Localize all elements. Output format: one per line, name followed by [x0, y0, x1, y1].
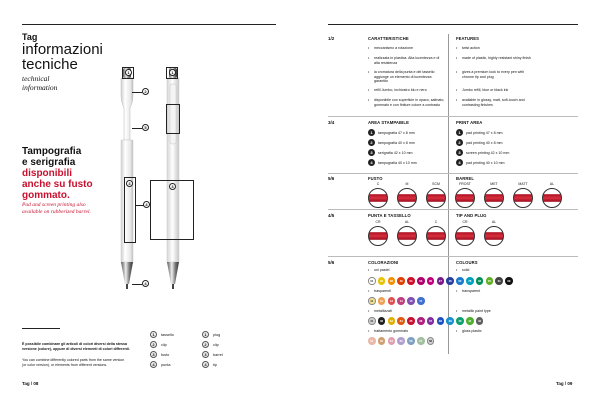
- color-swatch-06: 06: [486, 277, 494, 285]
- barrel-finishes-label-4: MET: [490, 182, 498, 186]
- marker-tip: 4: [142, 280, 149, 287]
- color-swatch-41: 41: [466, 317, 474, 325]
- right-page: [300, 0, 600, 400]
- color-swatch-53: 53: [417, 277, 425, 285]
- feature-item-2: • made of plastic, highly resistant shiny finish: [462, 56, 532, 61]
- tip-finishes-label-2: C: [434, 220, 438, 224]
- marker-1: 1: [125, 69, 132, 76]
- tip-finishes-swatch-4: [484, 226, 504, 246]
- print-area-item-3: 3 serigrafia 42 x 10 mm: [368, 149, 413, 156]
- barrel-finishes-swatch-3: [455, 188, 475, 208]
- barrel-finishes-swatch-6: [542, 188, 562, 208]
- tip-finishes-swatch-0: [368, 226, 388, 246]
- color-swatch-17: 17: [417, 297, 425, 305]
- color-swatch-78: 78: [466, 277, 474, 285]
- tip-finishes-label-4: AL: [491, 220, 497, 224]
- printing-note: [22, 202, 122, 216]
- marker-1-front: 1: [169, 69, 176, 76]
- note-line-1: Pad and screen printing also: [22, 202, 86, 208]
- color-swatch-15: 15: [407, 297, 415, 305]
- color-swatch-51: 51: [368, 337, 376, 345]
- title-line-2: tecniche: [22, 56, 78, 73]
- tip-finishes-swatch-1: [397, 226, 417, 246]
- color-swatch-39: 39: [446, 317, 454, 325]
- color-swatch-49: 49: [397, 277, 405, 285]
- color-swatch-13: 13: [388, 297, 396, 305]
- product-name: Tag: [22, 32, 38, 42]
- colors-rubber-it: • trattamento gommato: [374, 329, 408, 334]
- features-title: FEATURES: [456, 36, 480, 41]
- color-swatch-33: 33: [388, 317, 396, 325]
- color-swatch-40: 40: [456, 317, 464, 325]
- legend-item-1: 1 tassello: [150, 331, 174, 338]
- colors-solid-it: • uni pastel: [374, 268, 389, 273]
- marker-4: 4: [143, 201, 150, 208]
- top-rule-right: [328, 24, 578, 25]
- row-label-3: 5/6: [328, 176, 335, 181]
- legend-item-4-en: 4 tip: [202, 361, 217, 368]
- footer-it-line-2: versione (colore), oppure di diversi elementi di colori differenti.: [22, 347, 130, 351]
- title-line-1: informazioni: [22, 41, 103, 58]
- char-item-5: • disponibile con superficie in opaco, satinato, gommato e con finiture colore a contrasto: [374, 98, 446, 107]
- top-rule: [22, 24, 276, 25]
- color-swatch-31: 31: [368, 317, 376, 325]
- print-area-en-item-3: 3 screen printing 42 x 10 mm: [456, 149, 509, 156]
- color-swatch-11: 11: [368, 297, 376, 305]
- color-swatch-56: 56: [407, 337, 415, 345]
- feature-item-5: • available in glossy, matt, soft-touch and contrasting finishes: [462, 98, 532, 107]
- row-label-2: 3/4: [328, 120, 335, 125]
- marker-3-right: 3: [169, 183, 176, 190]
- color-swatch-12: 12: [378, 297, 386, 305]
- print-area-en-title: PRINT AREA: [456, 120, 483, 125]
- color-swatch-55: 55: [397, 337, 405, 345]
- barrel-finishes-label-6: AL: [549, 182, 555, 186]
- char-item-1: • meccanismo a rotazione: [374, 46, 446, 51]
- characteristics-title: CARATTERISTICHE: [368, 36, 409, 41]
- tip-finishes-label-1: AL: [404, 220, 410, 224]
- callout-line-4: [132, 284, 142, 285]
- footer-en-line-2: (or color version), or elements from different versions.: [22, 363, 108, 367]
- row-label-1: 1/2: [328, 36, 335, 41]
- tip-finishes-swatch-2: [426, 226, 446, 246]
- heading-line-1: Tampografia: [22, 146, 82, 157]
- barrel-finishes-label-5: MATT: [518, 182, 528, 186]
- heading-line-2: e serigrafia: [22, 157, 76, 168]
- marker-2: 2: [142, 88, 149, 95]
- page-subtitle: [22, 74, 112, 92]
- colors-frost-en: • transparent: [462, 289, 480, 294]
- legend-item-3: 3 fusto: [150, 351, 169, 358]
- color-swatch-42: 42: [476, 317, 484, 325]
- color-swatch-04: 04: [407, 277, 415, 285]
- barrel-title-en: BARREL: [456, 176, 475, 181]
- footer-en-line-1: You can combine differently colored parts from the same version: [22, 358, 125, 362]
- colors-metal-it: • metallizzati: [374, 309, 392, 314]
- callout-line-2: [132, 92, 142, 93]
- page-number-left: Tag / 08: [22, 381, 39, 386]
- legend-item-4: 4 punta: [150, 361, 171, 368]
- barrel-title-it: FUSTO: [368, 176, 383, 181]
- print-area-en-item-2: 2 pad printing 40 x 8 mm: [456, 139, 503, 146]
- color-swatch-14: 14: [397, 297, 405, 305]
- color-swatch-03: 03: [476, 277, 484, 285]
- color-swatch-01: 01: [368, 277, 376, 285]
- row-label-5: 5/6: [328, 260, 335, 265]
- color-swatch-08: 08: [388, 277, 396, 285]
- color-swatch-37: 37: [427, 317, 435, 325]
- colors-rubber-en: • gloss plastic: [462, 329, 482, 334]
- barrel-finishes-swatch-1: [397, 188, 417, 208]
- tip-plug-title-it: PUNTA E TASSELLO: [368, 213, 411, 218]
- color-swatch-52: 52: [378, 337, 386, 345]
- print-area-en-item-4: 4 pad printing 40 x 10 mm: [456, 159, 505, 166]
- print-area-item-4: 4 tampografia 40 x 10 mm: [368, 159, 417, 166]
- heading-red-line-3: gommato.: [22, 190, 70, 201]
- print-area-item-1: 1 tampografia 47 x 8 mm: [368, 129, 415, 136]
- footer-text-it: [22, 342, 150, 352]
- barrel-finishes-label-0: C: [376, 182, 380, 186]
- note-line-2: available on rubberized barrel.: [22, 209, 91, 215]
- color-swatch-21: 21: [495, 277, 503, 285]
- pen-front-image: [158, 62, 188, 292]
- subtitle-line-2: information: [22, 83, 58, 92]
- tip-finishes-swatch-3: [455, 226, 475, 246]
- heading-red-line-1: disponibili: [22, 168, 72, 179]
- colors-frost-it: • trasparenti: [374, 289, 391, 294]
- legend-item-3-en: 3 barrel: [202, 351, 223, 358]
- footer-text-en: [22, 358, 150, 368]
- clip-callout: [166, 104, 180, 134]
- barrel-finishes-swatch-2: [426, 188, 446, 208]
- legend-item-2-en: 2 clip: [202, 341, 219, 348]
- color-swatch-54: 54: [388, 337, 396, 345]
- feature-item-1: • twist action: [462, 46, 532, 51]
- print-area-en-item-1: 1 pad printing 47 x 8 mm: [456, 129, 503, 136]
- colors-solid-en: • solid: [462, 268, 469, 273]
- color-swatch-57: 57: [417, 337, 425, 345]
- color-swatch-34: 34: [397, 317, 405, 325]
- color-swatch-27: 27: [437, 277, 445, 285]
- barrel-finishes-label-2: SCM: [432, 182, 440, 186]
- legend-item-2: 2 clip: [150, 341, 167, 348]
- footer-rule: [22, 328, 60, 329]
- color-swatch-32: 32: [378, 317, 386, 325]
- heading-red-line-2: anche su fusto: [22, 179, 93, 190]
- colors-title-en: COLOURS: [456, 260, 478, 265]
- color-swatch-16: 16: [446, 277, 454, 285]
- color-swatch-35: 35: [407, 317, 415, 325]
- tip-finishes-label-0: CR: [375, 220, 381, 224]
- color-swatch-58: 58: [427, 337, 435, 345]
- color-swatch-29: 29: [378, 277, 386, 285]
- barrel-finishes-swatch-4: [484, 188, 504, 208]
- row-divider-2: [328, 173, 578, 174]
- barrel-finishes-label-3: FROST: [459, 182, 471, 186]
- legend-item-1-en: 1 plug: [202, 331, 220, 338]
- row-divider-3: [328, 209, 578, 210]
- callout-line-3: [132, 128, 142, 129]
- char-item-4: • refill Jumbo, inchiostro blu e nero: [374, 88, 446, 93]
- color-swatch-02: 02: [456, 277, 464, 285]
- subtitle-line-1: technical: [22, 74, 50, 83]
- footer-it-line-1: È possibile combinare gli articoli di colori diversi della stessa: [22, 342, 128, 346]
- tip-finishes-label-3: CR: [462, 220, 468, 224]
- barrel-finishes-label-1: M: [405, 182, 409, 186]
- print-area-title: AREA STAMPABILE: [368, 120, 409, 125]
- char-item-3: • la cromatura della punta e del tassello aggiunge un elemento di lucentezza garantito: [374, 70, 446, 84]
- print-area-item-2: 2 tampografia 40 x 8 mm: [368, 139, 415, 146]
- colors-metal-en: • metallic paint type: [462, 309, 491, 314]
- barrel-finishes-swatch-5: [513, 188, 533, 208]
- row-divider-4: [328, 256, 578, 257]
- feature-item-3: • gives a premium look to every pen with chrome tip and plug: [462, 70, 532, 79]
- char-item-2: • realizzata in plastica. Alta lucentezza e di alta resistenza: [374, 56, 446, 65]
- color-swatch-38: 38: [437, 317, 445, 325]
- barrel-finishes-swatch-0: [368, 188, 388, 208]
- column-divider: [448, 34, 449, 354]
- marker-5: 5: [142, 124, 149, 131]
- feature-item-4: • Jumbo refill, blue or black ink: [462, 88, 532, 93]
- color-swatch-96: 96: [427, 277, 435, 285]
- color-swatch-09: 09: [505, 277, 513, 285]
- tip-plug-title-en: TIP AND PLUG: [456, 213, 487, 218]
- marker-3-left: 3: [126, 180, 133, 187]
- row-label-4: 4/5: [328, 213, 335, 218]
- colors-title-it: COLORAZIONI: [368, 260, 399, 265]
- color-swatch-36: 36: [417, 317, 425, 325]
- row-divider-1: [328, 116, 578, 117]
- page-number-right: Tag / 09: [556, 381, 573, 386]
